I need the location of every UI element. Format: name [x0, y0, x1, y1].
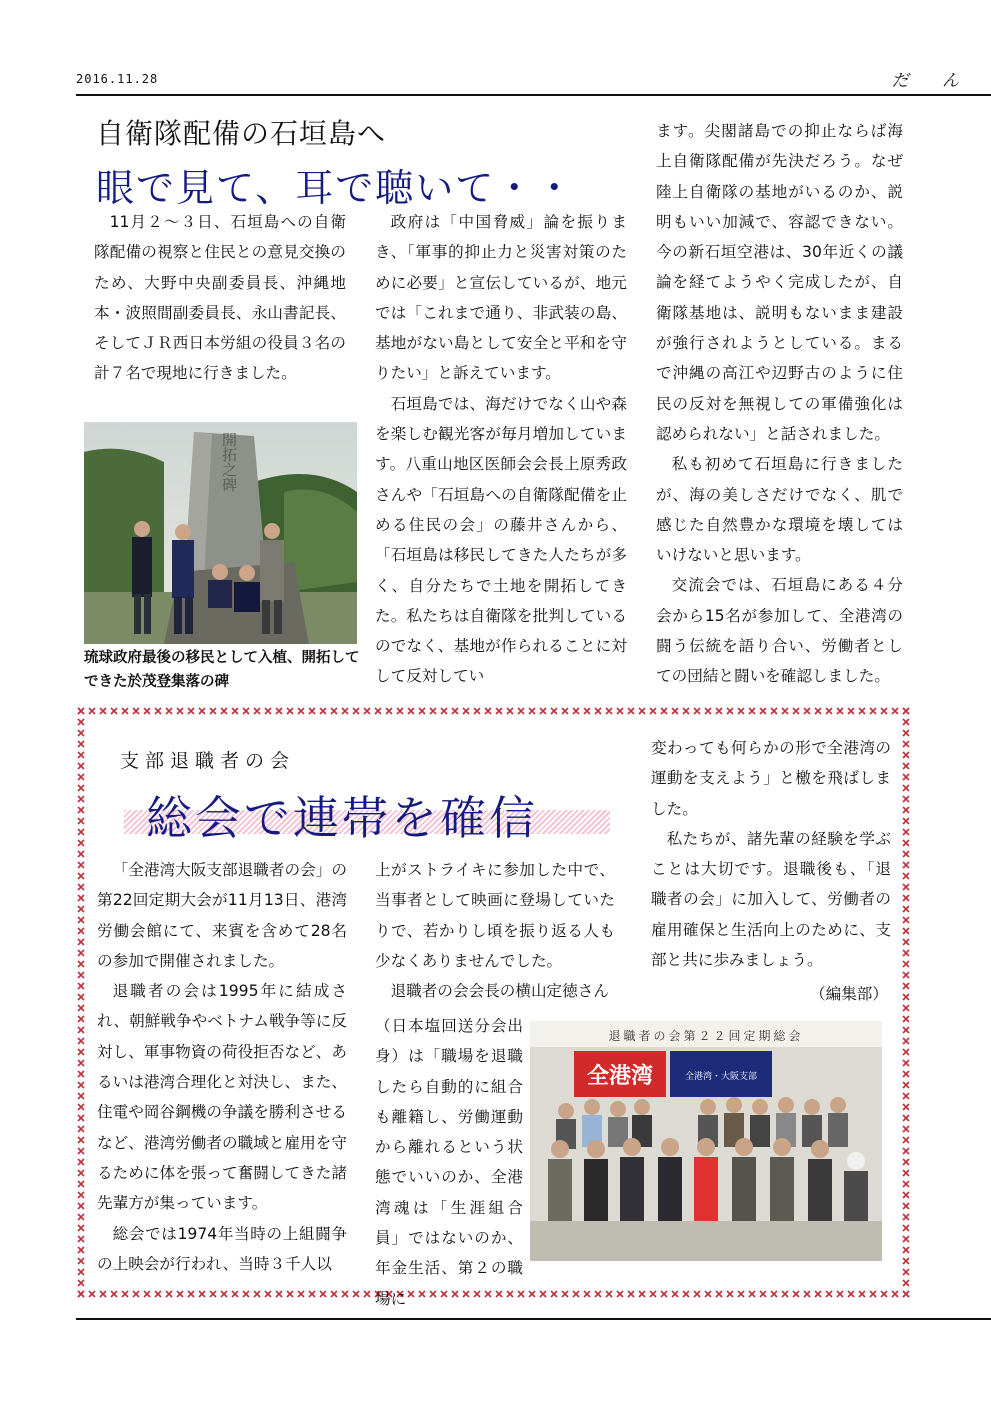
- article1-column-1: [94, 207, 346, 389]
- paragraph: 石垣島では、海だけでなく山や森を楽しむ観光客が毎月増加しています。八重山地区医師会会長上原秀政さんや「石垣島への自衛隊配備を止める住民の会」の藤井さんから、「石垣島は移民してきた人たちが多く、自分たちで土地を開拓してきた。私たちは自衛隊を批判しているのでなく、基地が作られることに対して反対してい: [375, 394, 627, 686]
- article1-headline: 眼で見て、耳で聴いて・・: [96, 166, 576, 210]
- branch-flag-text: 全港湾・大阪支部: [684, 1072, 758, 1082]
- article1-kicker: 自衛隊配備の石垣島へ: [96, 117, 387, 150]
- union-flag-text: 全港湾: [586, 1064, 654, 1089]
- paragraph: 退職者の会会長の横山定徳さん: [390, 982, 609, 1001]
- monument-photo: [84, 422, 357, 644]
- paragraph: 私も初めて石垣島に行きましたが、海の美しさだけでなく、肌で感じた自然豊かな環境を壊してはいけないと思います。: [656, 455, 903, 565]
- footer-rule: [76, 1318, 991, 1320]
- photo-caption: 琉球政府最後の移民として入植、開拓してできた於茂登集落の碑: [84, 650, 360, 690]
- paragraph: 11月２～３日、石垣島への自衛隊配備の視察と住民との意見交換のため、大野中央副委員長、沖縄地本・波照間副委員長、永山書記長、そしてＪＲ西日本労組の役員３名の計７名で現地に行きました。: [94, 213, 346, 383]
- editorial-credit: （編集部）: [810, 985, 888, 1003]
- paragraph: 退職者の会は1995年に結成され、朝鮮戦争やベトナム戦争等に反対し、軍事物資の荷役拒否など、あるいは港湾合理化と対決し、また、住電や岡谷鋼機の争議を勝利させるなど、港湾労働者の職域と雇用を守るために体を張って奮闘してきた諸先輩方が集っています。: [97, 982, 347, 1213]
- group-photo: [530, 1021, 882, 1261]
- paragraph: 交流会では、石垣島にある４分会から15名が参加して、全港湾の闘う伝統を語り合い、労働者としての団結と闘いを確認しました。: [656, 576, 903, 686]
- article2-headline: 総会で連帯を確信: [146, 791, 538, 845]
- paragraph: ます。尖閣諸島での抑止ならば海上自衛隊配備が先決だろう。なぜ陸上自衛隊の基地がいるのか、説明もいい加減で、容認できない。今の新石垣空港は、30年近くの議論を経てようやく完成したが、自衛隊基地は、説明もないまま建設が強行されようとしている。まるで沖縄の高江や辺野古のように住民の反対を無視しての軍備強化は認められない」と話されました。: [656, 122, 903, 443]
- article1-column-3: [656, 116, 903, 692]
- paragraph: 変わっても何らかの形で全港湾の運動を支えよう」と檄を飛ばしました。: [651, 739, 891, 818]
- paragraph: 「全港湾大阪支部退職者の会」の第22回定期大会が11月13日、港湾労働会館にて、来賓を含めて28名の参加で開催されました。: [97, 861, 347, 970]
- publication-name: だ ん: [891, 71, 959, 91]
- issue-date: 2016.11.28: [76, 72, 159, 86]
- header-rule: [76, 94, 991, 96]
- article2-column-1: [97, 855, 347, 1279]
- article1-column-2: [375, 207, 627, 692]
- banner-text: 退職者の会第２２回定期総会: [608, 1029, 804, 1043]
- paragraph: 政府は「中国脅威」論を振りまき、「軍事的抑止力と災害対策のために必要」と宣伝しているが、地元では「これまで通り、非武装の島、基地がない島として安全と平和を守りたい」と訴えています。: [375, 213, 627, 383]
- article2-column-2-continued: [375, 1011, 523, 1314]
- article2-column-3: [651, 733, 891, 975]
- article2-column-2: [375, 855, 615, 1006]
- monument-inscription: 開拓之碑: [220, 432, 238, 492]
- paragraph: 私たちが、諸先輩の経験を学ぶことは大切です。退職後も、「退職者の会」に加入して、労働者の雇用確保と生活向上のために、支部と共に歩みましょう。: [651, 829, 891, 970]
- paragraph: （日本塩回送分会出身）は「職場を退職したら自動的に組合も離籍し、労働運動から離れるという状態でいいのか、全港湾魂は「生涯組合員」ではないのか、年金生活、第２の職場に: [375, 1017, 523, 1308]
- paragraph: 総会では1974年当時の上組闘争の上映会が行われ、当時３千人以: [97, 1224, 347, 1273]
- article2-kicker: 支部退職者の会: [120, 750, 296, 772]
- paragraph: 上がストライキに参加した中で、当事者として映画に登場していたりで、若かりし頃を振り返る人も少なくありませんでした。: [375, 861, 615, 970]
